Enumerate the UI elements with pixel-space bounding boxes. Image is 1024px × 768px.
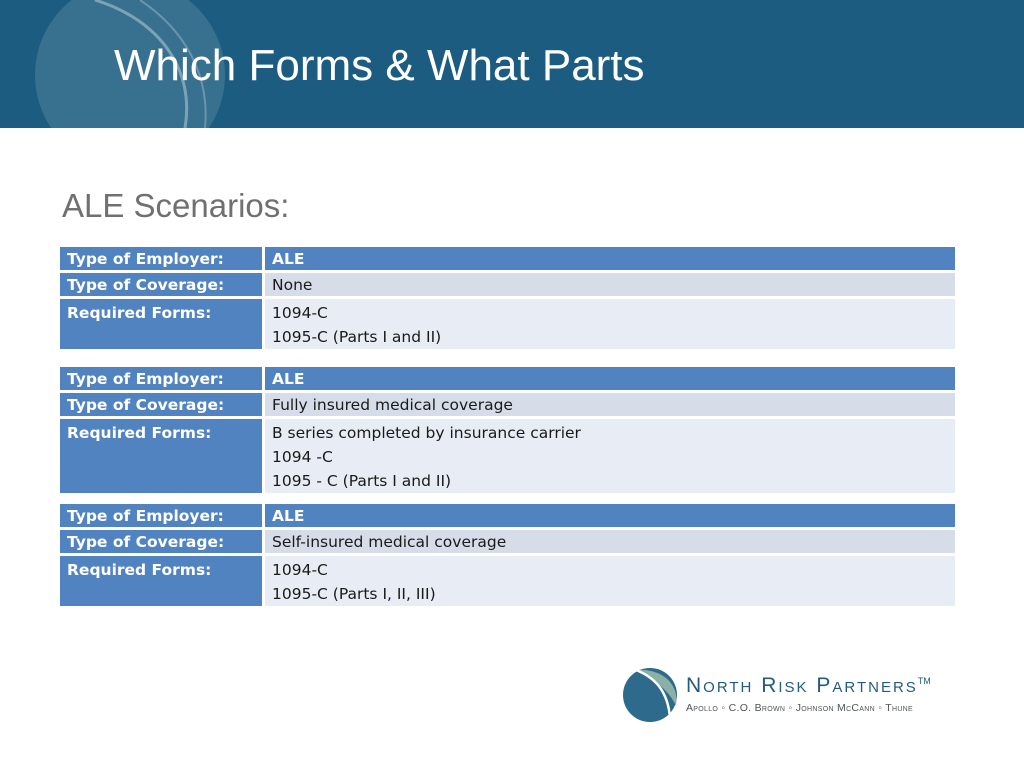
forms-row <box>60 556 955 606</box>
coverage-label: Type of Coverage: <box>60 273 262 296</box>
forms-row <box>60 299 955 349</box>
form-item: 1095 - C (Parts I and II) <box>272 472 452 490</box>
forms-label: Required Forms: <box>60 419 262 493</box>
form-item: 1094-C <box>272 304 328 322</box>
coverage-row <box>60 273 955 296</box>
form-item: 1095-C (Parts I and II) <box>272 328 442 346</box>
employer-row <box>60 247 955 270</box>
coverage-label: Type of Coverage: <box>60 530 262 553</box>
form-item: 1094-C <box>272 561 328 579</box>
employer-row <box>60 367 955 390</box>
trademark-mark: TM <box>917 676 931 686</box>
forms-value <box>265 556 955 606</box>
form-item: 1095-C (Parts I, II, III) <box>272 585 436 603</box>
scenario-table-1 <box>60 247 955 349</box>
coverage-label: Type of Coverage: <box>60 393 262 416</box>
form-item: 1094 -C <box>272 448 333 466</box>
logo-globe-icon <box>622 666 682 724</box>
employer-value: ALE <box>265 504 955 527</box>
forms-value <box>265 419 955 493</box>
coverage-value: Fully insured medical coverage <box>265 393 955 416</box>
coverage-value: None <box>265 273 955 296</box>
forms-label: Required Forms: <box>60 299 262 349</box>
scenario-table-3 <box>60 504 955 606</box>
employer-label: Type of Employer: <box>60 367 262 390</box>
coverage-row <box>60 530 955 553</box>
section-subtitle: ALE Scenarios: <box>62 187 290 224</box>
employer-value: ALE <box>265 367 955 390</box>
employer-label: Type of Employer: <box>60 504 262 527</box>
employer-label: Type of Employer: <box>60 247 262 270</box>
forms-value <box>265 299 955 349</box>
forms-row <box>60 419 955 493</box>
coverage-row <box>60 393 955 416</box>
scenario-table-2 <box>60 367 955 493</box>
forms-label: Required Forms: <box>60 556 262 606</box>
coverage-value: Self-insured medical coverage <box>265 530 955 553</box>
logo-name: North Risk Partners™ <box>686 674 931 697</box>
slide-header <box>0 0 1024 128</box>
employer-value: ALE <box>265 247 955 270</box>
logo-tagline: Apollo ◦ C.O. Brown ◦ Johnson McCann ◦ Thune <box>686 702 913 714</box>
form-item: B series completed by insurance carrier <box>272 424 581 442</box>
company-logo <box>622 666 982 724</box>
employer-row <box>60 504 955 527</box>
slide-title: Which Forms & What Parts <box>114 41 645 90</box>
